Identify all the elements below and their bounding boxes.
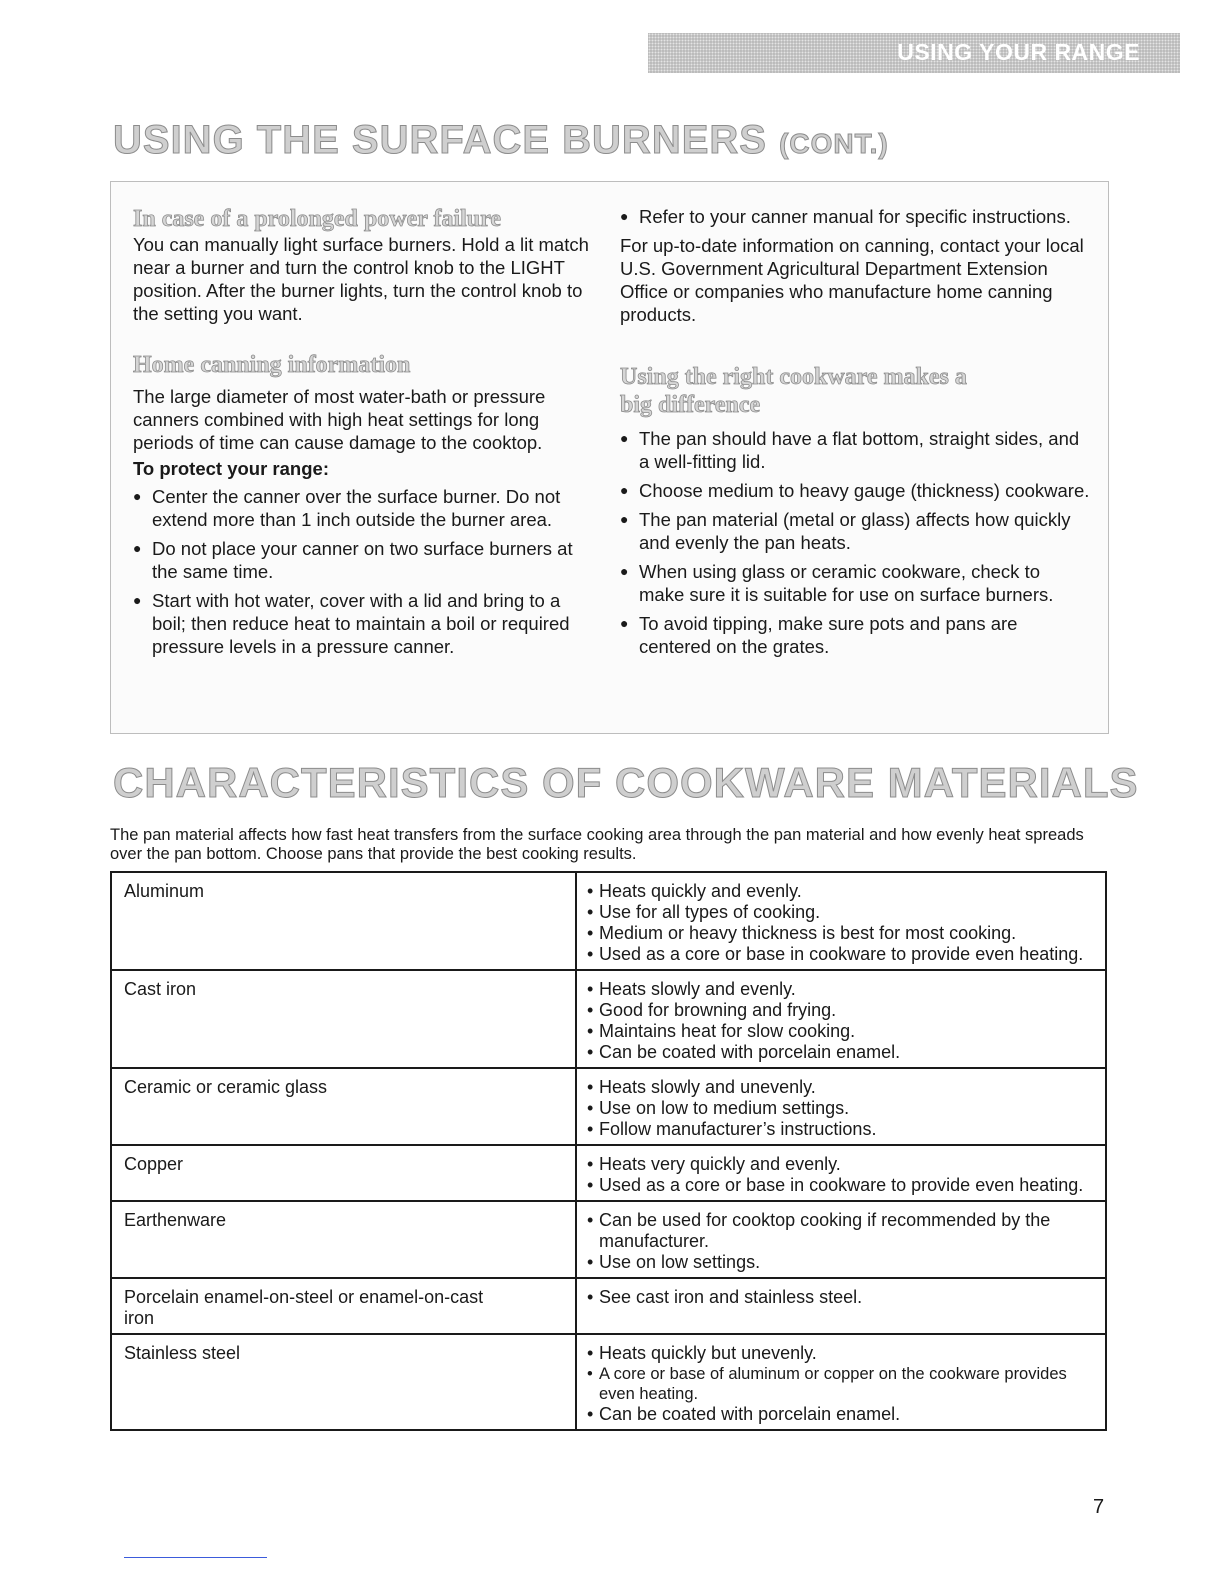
list-item: ● The pan should have a flat bottom, straight sides, and a well-fitting lid. xyxy=(620,427,1090,473)
materials-intro: The pan material affects how fast heat transfers from the surface cooking area through the pan material and how evenly heat spreads over the pan bottom. Choose pans that provide the best cooking results. xyxy=(110,826,1084,863)
banner-text: USING YOUR RANGE xyxy=(897,39,1140,65)
table-row xyxy=(111,1334,1106,1430)
material-prop: • Maintains heat for slow cooking. xyxy=(587,1021,1093,1042)
material-name: Cast iron xyxy=(111,970,576,1068)
list-item: ● Center the canner over the surface burner. Do not extend more than 1 inch outside the burner area. xyxy=(133,485,593,531)
material-name: Copper xyxy=(111,1145,576,1201)
material-props xyxy=(576,970,1106,1068)
material-prop: • Use on low settings. xyxy=(587,1252,1093,1273)
right-column xyxy=(620,205,1090,664)
left-column xyxy=(133,205,593,664)
list-item: ● Start with hot water, cover with a lid and bring to a boil; then reduce heat to maintain a boil or required pressure levels in a pressure canner. xyxy=(133,589,593,658)
material-props xyxy=(576,1201,1106,1278)
cookware-bullets xyxy=(620,427,1090,658)
footer-divider xyxy=(124,1557,267,1558)
list-item: ● To avoid tipping, make sure pots and pans are centered on the grates. xyxy=(620,612,1090,658)
material-prop: • See cast iron and stainless steel. xyxy=(587,1287,1093,1308)
canning-heading: Home canning information xyxy=(133,352,411,378)
material-prop: • Medium or heavy thickness is best for most cooking. xyxy=(587,923,1093,944)
power-failure-body: You can manually light surface burners. Hold a lit match near a burner and turn the control knob to the LIGHT position. After the burner lights, turn the control knob to the setting you want. xyxy=(133,234,589,324)
material-prop: • Can be coated with porcelain enamel. xyxy=(587,1404,1093,1425)
list-item: ● Choose medium to heavy gauge (thickness) cookware. xyxy=(620,479,1090,502)
table-row xyxy=(111,970,1106,1068)
page-title-text: USING THE SURFACE BURNERS xyxy=(113,118,767,162)
section-title: CHARACTERISTICS OF COOKWARE MATERIALS xyxy=(113,759,1139,806)
material-prop: • Heats very quickly and evenly. xyxy=(587,1154,1093,1175)
material-props xyxy=(576,1068,1106,1145)
table-row xyxy=(111,872,1106,970)
material-name: Aluminum xyxy=(111,872,576,970)
page-title-suffix: (CONT.) xyxy=(779,128,889,159)
material-props xyxy=(576,1278,1106,1334)
table-row xyxy=(111,1201,1106,1278)
material-prop: • Can be coated with porcelain enamel. xyxy=(587,1042,1093,1063)
material-prop: • Can be used for cooktop cooking if recommended by the manufacturer. xyxy=(587,1210,1093,1252)
list-item: ● The pan material (metal or glass) affects how quickly and evenly the pan heats. xyxy=(620,508,1090,554)
material-prop: • Heats slowly and unevenly. xyxy=(587,1077,1093,1098)
material-prop: • Heats quickly but unevenly. xyxy=(587,1343,1093,1364)
section-banner xyxy=(648,33,1180,73)
canning-info: For up-to-date information on canning, contact your local U.S. Government Agricultural Department Extension Office or companies who manufacture home canning products. xyxy=(620,235,1084,325)
material-prop: • Use for all types of cooking. xyxy=(587,902,1093,923)
protect-label: To protect your range: xyxy=(133,458,329,479)
power-failure-heading: In case of a prolonged power failure xyxy=(133,206,502,232)
page-title xyxy=(113,118,889,163)
table-row xyxy=(111,1278,1106,1334)
material-prop: • Heats slowly and evenly. xyxy=(587,979,1093,1000)
material-prop: • Good for browning and frying. xyxy=(587,1000,1093,1021)
material-prop: • Used as a core or base in cookware to provide even heating. xyxy=(587,1175,1093,1196)
material-prop: • A core or base of aluminum or copper on the cookware provides even heating. xyxy=(587,1364,1093,1404)
table-row xyxy=(111,1068,1106,1145)
list-item: ● When using glass or ceramic cookware, check to make sure it is suitable for use on surface burners. xyxy=(620,560,1090,606)
page-number: 7 xyxy=(1093,1496,1105,1518)
canner-bullets xyxy=(620,205,1090,228)
material-name: Ceramic or ceramic glass xyxy=(111,1068,576,1145)
material-props xyxy=(576,872,1106,970)
material-prop: • Heats quickly and evenly. xyxy=(587,881,1093,902)
material-name: Earthenware xyxy=(111,1201,576,1278)
material-props xyxy=(576,1145,1106,1201)
canning-body: The large diameter of most water-bath or pressure canners combined with high heat settings for long periods of time can cause damage to the cooktop. xyxy=(133,386,546,453)
list-item: ● Refer to your canner manual for specific instructions. xyxy=(620,205,1090,228)
material-name: Porcelain enamel-on-steel or enamel-on-cast iron xyxy=(111,1278,576,1334)
materials-table xyxy=(110,871,1107,1431)
table-row xyxy=(111,1145,1106,1201)
material-props xyxy=(576,1334,1106,1430)
material-name: Stainless steel xyxy=(111,1334,576,1430)
cookware-heading: Using the right cookware makes a big difference xyxy=(620,364,967,418)
list-item: ● Do not place your canner on two surface burners at the same time. xyxy=(133,537,593,583)
canning-bullets xyxy=(133,485,593,658)
material-prop: • Follow manufacturer’s instructions. xyxy=(587,1119,1093,1140)
material-prop: • Use on low to medium settings. xyxy=(587,1098,1093,1119)
material-prop: • Used as a core or base in cookware to provide even heating. xyxy=(587,944,1093,965)
